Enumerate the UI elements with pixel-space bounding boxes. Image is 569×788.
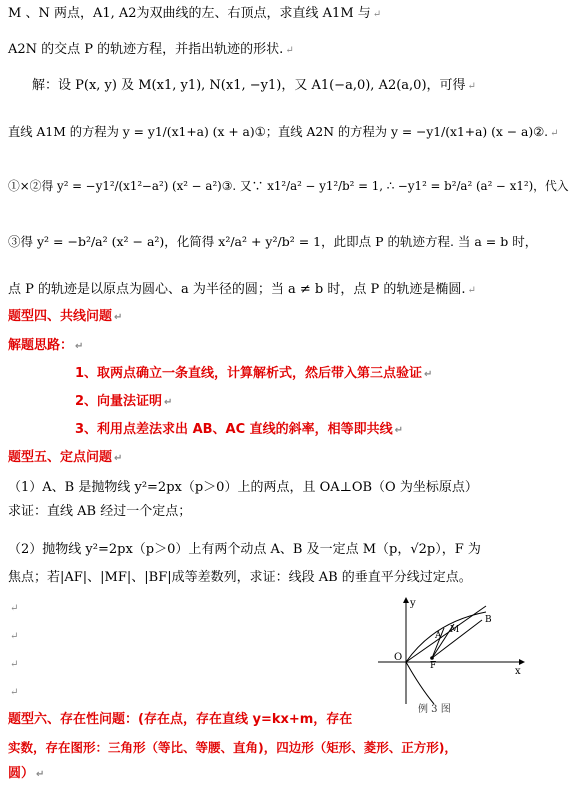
derivation-line: ①×②得 y² = −y1²/(x1²−a²) (x² − a²)③. 又∵ x1²/a² − y1²/b² = 1, ∴ −y1² = b²/a² (a² − x1²)，代入 <box>8 179 569 193</box>
label-o: O <box>394 652 403 663</box>
figure-caption: 例 3 图 <box>418 704 451 715</box>
section5-title: 题型五、定点问题 ↵ <box>8 450 123 465</box>
result-line: ③得 y² = −b²/a² (x² − a²)，化简得 x²/a² + y²/b² = 1，此即点 P 的轨迹方程. 当 a = b 时， <box>8 234 538 249</box>
label-y: y <box>410 598 416 609</box>
section4-item-3: 3、利用点差法求出 AB、AC 直线的斜率，相等即共线 ↵ <box>75 422 404 437</box>
focus-point <box>430 656 434 660</box>
conclusion-line: 点 P 的轨迹是以原点为圆心、a 为半径的圆；当 a ≠ b 时，点 P 的轨迹是椭圆. ↵ <box>8 282 476 297</box>
line-equations: 直线 A1M 的方程为 y = y1/(x1+a) (x + a)①；直线 A2N 的方程为 y = −y1/(x1+a) (x − a)②. ↵ <box>8 125 559 139</box>
question1-line2: 求证：直线 AB 经过一个定点； <box>8 504 192 519</box>
question2-line2: 焦点；若|AF|、|MF|、|BF|成等差数列，求证：线段 AB 的垂直平分线过定点。 <box>8 570 472 585</box>
upper-line <box>406 606 486 662</box>
question2-line1: （2）抛物线 y²=2px（p＞0）上有两个动点 A、B 及一定点 M（p，√2p），F 为 <box>8 542 481 557</box>
section6-line1: 题型六、存在性问题：(存在点，存在直线 y=kx+m，存在 <box>8 712 353 727</box>
para-mark-2: ↵ <box>10 631 19 642</box>
text-line-2: A2N 的交点 P 的轨迹方程，并指出轨迹的形状. ↵ <box>8 42 294 57</box>
para-mark-3: ↵ <box>10 659 19 670</box>
label-b: B <box>485 615 492 625</box>
section4-item-2: 2、向量法证明 ↵ <box>75 394 173 409</box>
section4-title: 题型四、共线问题 ↵ <box>8 309 123 324</box>
label-a: A <box>435 631 442 641</box>
solution-line: 解：设 P(x, y) 及 M(x1, y1), N(x1, −y1)，又 A1(−a,0), A2(a,0)，可得 ↵ <box>32 78 476 93</box>
text-line-1: M 、N 两点，A1, A2为双曲线的左、右顶点，求直线 A1M 与 ↵ <box>8 6 382 21</box>
section6-line2: 实数，存在图形：三角形（等比、等腰、直角)，四边形（矩形、菱形、正方形)， <box>8 740 457 755</box>
para-mark-1: ↵ <box>10 603 19 614</box>
section6-line3: 圆） ↵ <box>8 766 45 781</box>
label-f: F <box>430 661 437 671</box>
para-mark-4: ↵ <box>10 687 19 698</box>
parabola-figure <box>374 592 530 710</box>
section4-item-1: 1、取两点确立一条直线，计算解析式，然后带入第三点验证 ↵ <box>75 366 433 381</box>
question1-line1: （1）A、B 是抛物线 y²=2px（p＞0）上的两点，且 OA⊥OB（O 为坐标原点） <box>8 480 478 495</box>
label-m: M <box>450 625 460 635</box>
label-x: x <box>515 666 521 677</box>
section4-thinking: 解题思路： ↵ <box>8 338 84 353</box>
